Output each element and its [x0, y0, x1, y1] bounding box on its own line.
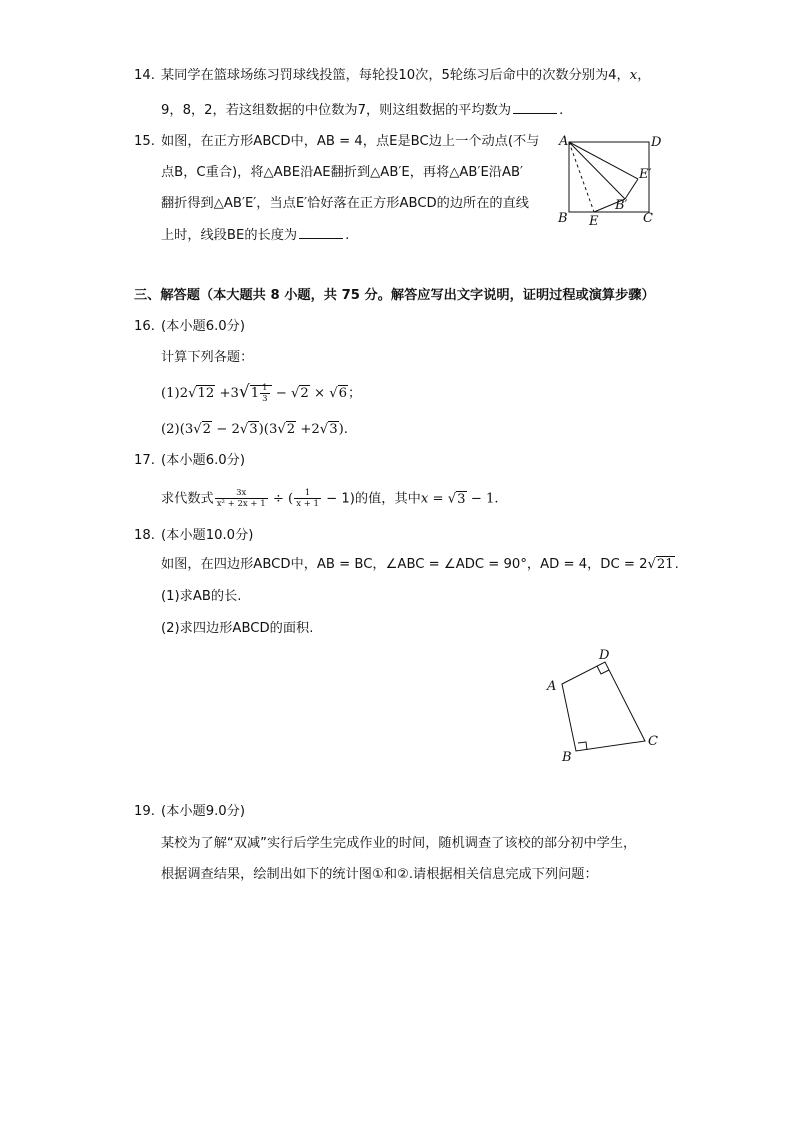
quadrilateral-figure [540, 645, 665, 767]
question-score: (本小题6.0分) [161, 453, 246, 468]
question-18-line-1: 如图，在四边形ABCD中，AB = BC，∠ABC = ∠ADC = 90°，AD = 4，DC = 2√21. [161, 557, 679, 572]
question-16-part-2: (2)(3√2 − 2√3)(3√2 +2√3). [161, 422, 348, 437]
label-a: A [547, 679, 557, 694]
label-c: C [648, 734, 658, 749]
question-19-line-2: 根据调查结果，绘制出如下的统计图①和②.请根据相关信息完成下列问题： [161, 867, 598, 882]
label-d: D [651, 135, 662, 150]
question-number: 19. [134, 804, 155, 819]
answer-blank [299, 226, 343, 239]
label-b-prime: B′ [615, 198, 628, 213]
question-14-line-2: 9，8，2，若这组数据的中位数为7，则这组数据的平均数为 . [161, 103, 564, 118]
label-b: B [562, 750, 572, 765]
question-number: 15. [134, 134, 155, 149]
question-18-part-2: (2)求四边形ABCD的面积. [161, 621, 314, 636]
question-number: 18. [134, 528, 155, 543]
question-15-line-2: 点B，C重合)，将△ABE沿AE翻折到△AB′E，再将△AB′E沿AB′ [161, 165, 524, 180]
label-d: D [599, 648, 610, 663]
square-fold-figure [555, 132, 665, 230]
answer-blank [513, 101, 557, 114]
question-15-line-1: 如图，在正方形ABCD中，AB = 4，点E是BC边上一个动点(不与 [161, 134, 540, 149]
question-15-line-4: 上时，线段BE的长度为 . [161, 228, 350, 243]
question-16-part-1: (1)2√12 +3√1 $\frac{1}{3}$ − √2 × √6； [161, 382, 362, 404]
label-b: B [558, 211, 568, 226]
label-e-prime: E′ [639, 167, 652, 182]
question-18-part-1: (1)求AB的长. [161, 589, 242, 604]
question-score: (本小题10.0分) [161, 528, 254, 543]
question-number: 17. [134, 453, 155, 468]
label-a: A [559, 134, 569, 149]
section-title: 三、解答题（本大题共 8 小题，共 75 分。解答应写出文字说明，证明过程或演算步骤） [134, 288, 655, 303]
label-c: C [643, 211, 653, 226]
question-15-line-3: 翻折得到△AB′E′，当点E′恰好落在正方形ABCD的边所在的直线 [161, 196, 529, 211]
question-score: (本小题6.0分) [161, 319, 246, 334]
question-number: 14. [134, 68, 155, 83]
question-number: 16. [134, 319, 155, 334]
label-e: E [589, 214, 599, 229]
question-14-line-1: 某同学在篮球场练习罚球线投篮，每轮投10次，5轮练习后命中的次数分别为4，x， [161, 68, 651, 83]
question-19-line-1: 某校为了解“双减”实行后学生完成作业的时间，随机调查了该校的部分初中学生， [161, 836, 637, 851]
question-score: (本小题9.0分) [161, 804, 246, 819]
question-16-prompt: 计算下列各题： [161, 350, 254, 365]
question-17-expression: 求代数式 $\frac{3x}{\text{x² + 2x + 1}}$ ÷ ( $\frac{1}{x + 1}$ − 1)的值，其中x = √3 − 1. [161, 488, 499, 509]
